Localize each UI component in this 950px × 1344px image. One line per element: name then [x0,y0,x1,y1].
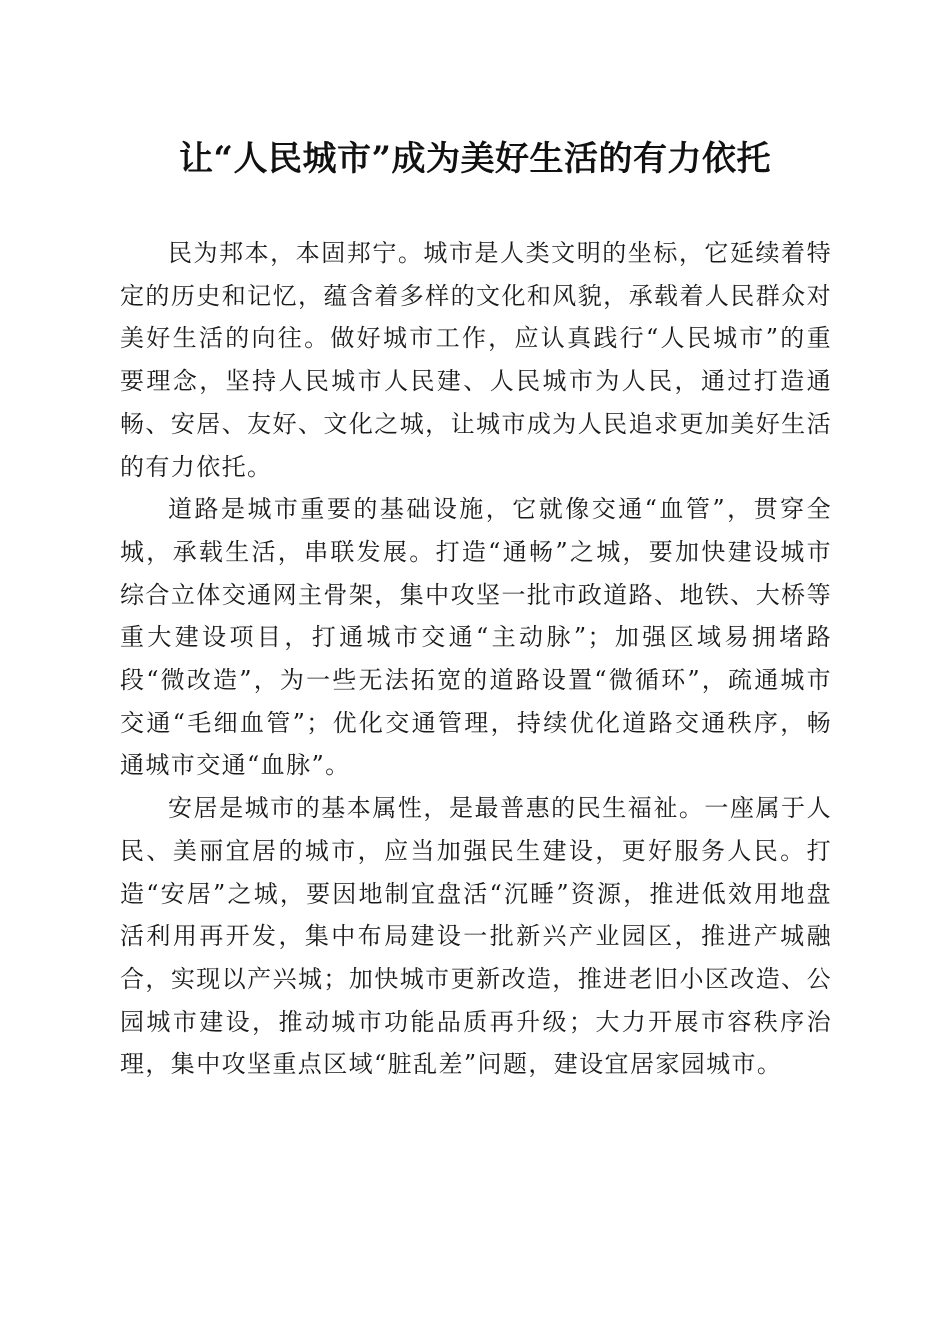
paragraph-intro: 民为邦本，本固邦宁。城市是人类文明的坐标，它延续着特定的历史和记忆，蕴含着多样的文化和风貌，承载着人民群众对美好生活的向往。做好城市工作，应认真践行“人民城市”的重要理念，坚持人民城市人民建、人民城市为人民，通过打造通畅、安居、友好、文化之城，让城市成为人民追求更加美好生活的有力依托。 [120,239,832,481]
paragraph-roads: 道路是城市重要的基础设施，它就像交通“血管”，贯穿全城，承载生活，串联发展。打造“通畅”之城，要加快建设城市综合立体交通网主骨架，集中攻坚一批市政道路、地铁、大桥等重大建设项目，打通城市交通“主动脉”；加强区域易拥堵路段“微改造”，为一些无法拓宽的道路设置“微循环”，疏通城市交通“毛细血管”；优化交通管理，持续优化道路交通秩序，畅通城市交通“血脉”。 [120,495,832,780]
document-title: 让“人民城市”成为美好生活的有力依托 [178,139,772,179]
paragraph-housing: 安居是城市的基本属性，是最普惠的民生福祉。一座属于人民、美丽宜居的城市，应当加强民生建设，更好服务人民。打造“安居”之城，要因地制宜盘活“沉睡”资源，推进低效用地盘活利用再开发，集中布局建设一批新兴产业园区，推进产城融合，实现以产兴城；加快城市更新改造，推进老旧小区改造、公园城市建设，推动城市功能品质再升级；大力开展市容秩序治理，集中攻坚重点区域“脏乱差”问题，建设宜居家园城市。 [120,794,832,1079]
document-body [120,232,832,1086]
